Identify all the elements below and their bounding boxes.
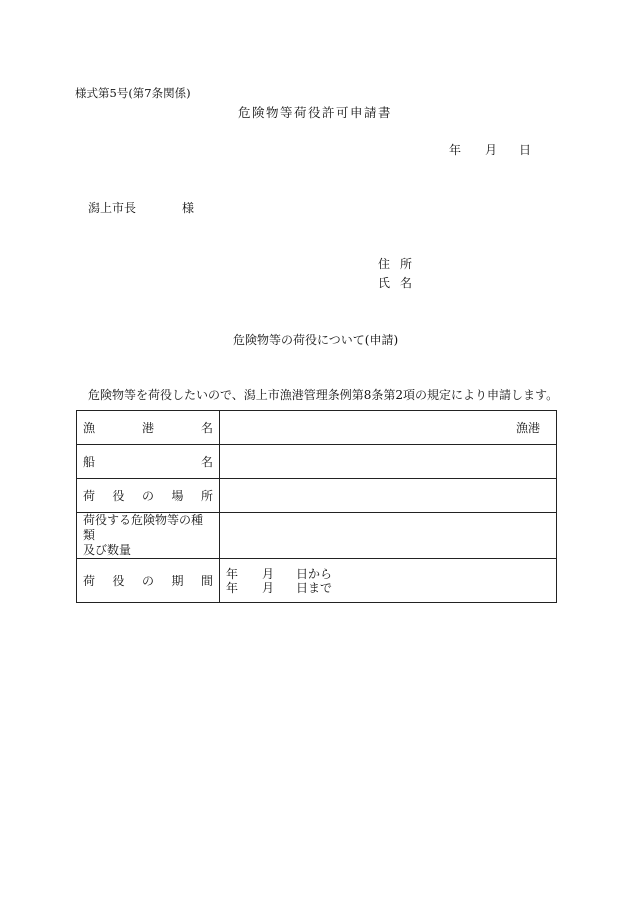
hazard-type-field[interactable]	[220, 513, 557, 559]
port-name-suffix: 漁港	[515, 421, 540, 435]
period-to	[226, 581, 550, 595]
request-statement: 危険物等を荷役したいので、潟上市漁港管理条例第8条第2項の規定により申請します。	[88, 388, 559, 402]
port-name-field[interactable]	[220, 411, 557, 445]
label-char: 名	[200, 421, 213, 435]
handling-place-field[interactable]	[220, 479, 557, 513]
period-to-year: 年	[226, 580, 239, 595]
application-table	[76, 410, 557, 603]
address-char-2: 所	[400, 257, 413, 271]
handling-period-label	[77, 559, 220, 603]
vessel-name-label	[77, 445, 220, 479]
form-number: 様式第5号(第7条関係)	[75, 86, 191, 100]
table-row-handling-period	[77, 559, 557, 603]
name-char-2: 名	[400, 276, 413, 290]
address-char-1: 住	[378, 257, 391, 271]
port-name-label	[77, 411, 220, 445]
label-char: 所	[200, 489, 213, 503]
table-row-hazard-type	[77, 513, 557, 559]
label-char: 港	[141, 421, 154, 435]
date-year-label: 年	[449, 143, 462, 157]
label-char: 漁	[83, 421, 96, 435]
period-to-day: 日まで	[296, 580, 333, 595]
vessel-name-field[interactable]	[220, 445, 557, 479]
table-row-handling-place	[77, 479, 557, 513]
hazard-type-label	[77, 513, 220, 559]
date-month-label: 月	[485, 143, 498, 157]
document-title: 危険物等荷役許可申請書	[238, 105, 393, 120]
addressee	[88, 199, 194, 216]
applicant-name-label	[378, 274, 412, 291]
addressee-honorific: 様	[182, 201, 195, 215]
addressee-name: 潟上市長	[88, 201, 137, 215]
label-char: 場	[171, 489, 184, 503]
label-char: の	[141, 489, 154, 503]
label-char: 荷	[83, 574, 96, 588]
date-field	[449, 141, 531, 158]
label-char: 役	[112, 489, 125, 503]
label-char: 間	[200, 574, 213, 588]
hazard-type-label-line2: 及び数量	[83, 543, 132, 557]
period-from-day: 日から	[296, 566, 333, 581]
label-char: 荷	[83, 489, 96, 503]
label-char: 名	[200, 455, 213, 469]
label-char: 期	[171, 574, 184, 588]
period-from	[226, 567, 550, 581]
label-char: 役	[112, 574, 125, 588]
handling-place-label	[77, 479, 220, 513]
name-char-1: 氏	[378, 276, 391, 290]
table-row-port-name	[77, 411, 557, 445]
label-char: の	[141, 574, 154, 588]
hazard-type-label-line1: 荷役する危険物等の種類	[83, 513, 204, 542]
subject-line: 危険物等の荷役について(申請)	[233, 333, 399, 347]
period-from-year: 年	[226, 566, 239, 581]
date-day-label: 日	[519, 143, 532, 157]
handling-period-field[interactable]	[220, 559, 557, 603]
period-from-month: 月	[262, 566, 275, 581]
table-row-vessel-name	[77, 445, 557, 479]
period-to-month: 月	[262, 580, 275, 595]
label-char: 船	[83, 455, 96, 469]
applicant-address-label	[378, 255, 412, 272]
